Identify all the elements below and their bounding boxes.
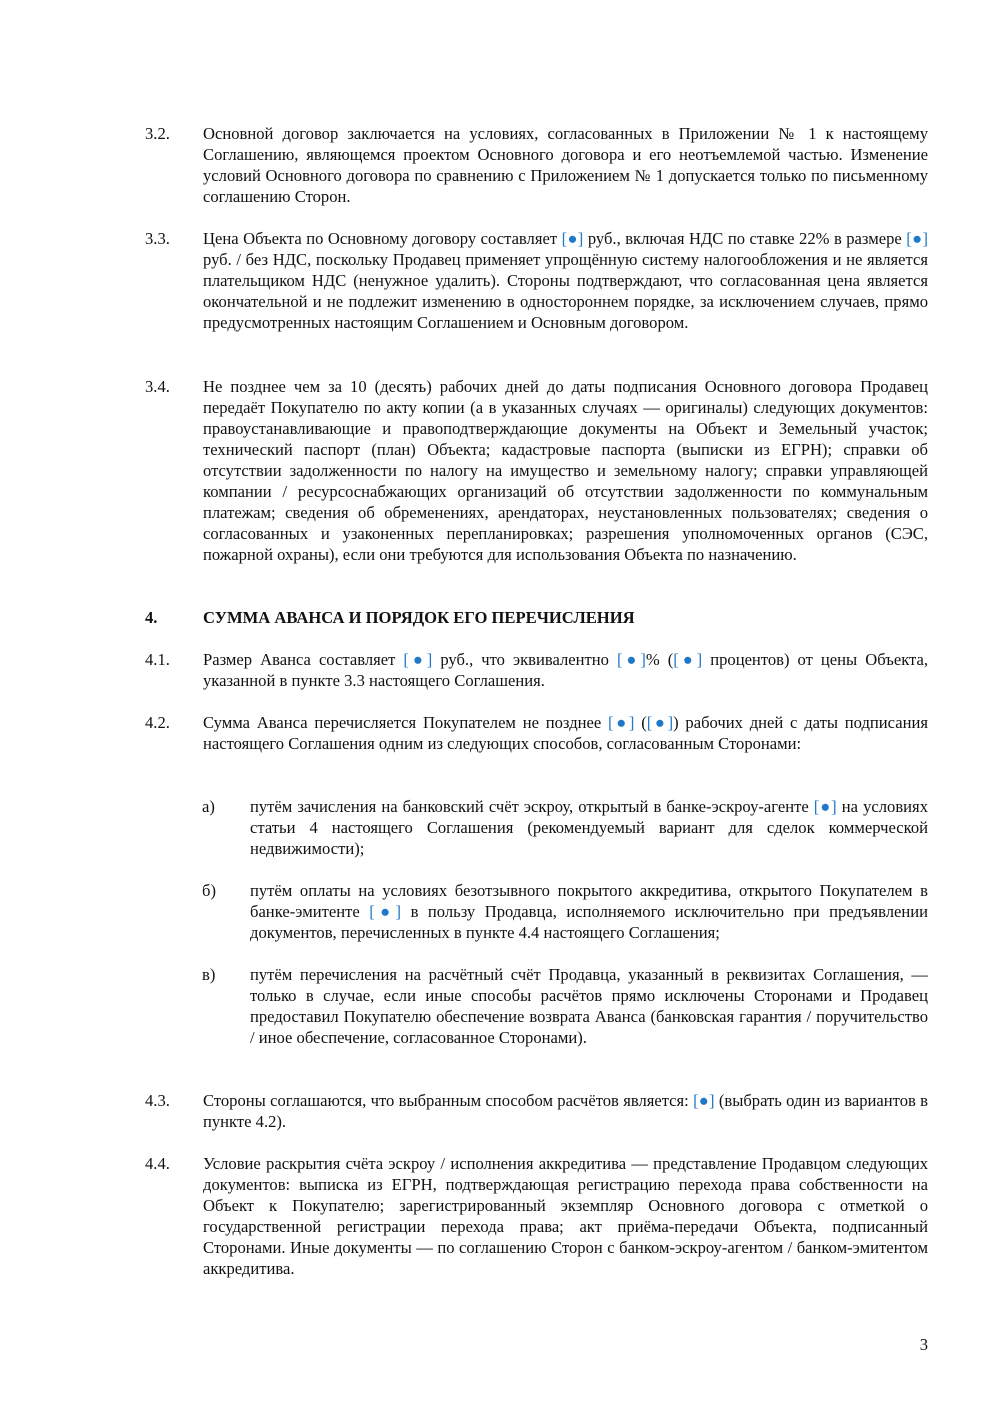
section-title: СУММА АВАНСА И ПОРЯДОК ЕГО ПЕРЕЧИСЛЕНИЯ — [203, 608, 635, 627]
placeholder-field: [●] — [403, 650, 433, 669]
clause-number: 4.3. — [145, 1091, 170, 1110]
placeholder-field: [●] — [693, 1091, 715, 1110]
placeholder-field: [●] — [561, 229, 584, 248]
placeholder-field: [●] — [646, 713, 674, 732]
clause-number: 3.4. — [145, 377, 170, 396]
clause-text: Цена Объекта по Основному договору составляет [●] руб., включая НДС по ставке 22% в размере [●] руб. / без НДС, поскольку Продавец применяет упрощённую систему налогообложения и не является плательщиком НДС (ненужное удалить). Стороны подтверждают, что согласованная цена является окончательной и не подлежит изменению в одностороннем порядке, за исключением случаев, прямо предусмотренных настоящим Соглашением и Основным договором. — [203, 229, 929, 332]
subclause-letter: в) — [202, 965, 216, 984]
placeholder-field: [●] — [617, 650, 646, 669]
clause-text: Не позднее чем за 10 (десять) рабочих дней до даты подписания Основного договора Продавец передаёт Покупателю по акту копии (а в указанных случаях — оригиналы) следующих документов: правоустанавливающие и правоподтверждающие документы на Объект и Земельный участок; технический паспорт (план) Объекта; кадастровые паспорта (выписки из ЕГРН); справки об отсутствии задолженности по налогу на имущество и земельному налогу; справки управляющей компании / ресурсоснабжающих организаций об отсутствии задолженности по коммунальным платежам; сведения об обременениях, арендаторах, неустановленных пользователях; сведения о согласованных и узаконенных перепланировках; разрешения уполномоченных органов (СЭС, пожарной охраны), если они требуются для использования Объекта по назначению. — [203, 377, 928, 564]
clause-number: 4.1. — [145, 650, 170, 669]
clause-text: Основной договор заключается на условиях, согласованных в Приложении № 1 к настоящему Соглашению, являющемся проектом Основного договора и его неотъемлемой частью. Изменение условий Основного договора по сравнению с Приложением № 1 допускается только по письменному соглашению Сторон. — [203, 124, 928, 206]
clause-number: 4.4. — [145, 1154, 170, 1173]
subclause-text: путём перечисления на расчётный счёт Продавца, указанный в реквизитах Соглашения, — только в случае, если иные способы расчётов прямо исключены Сторонами и Продавец предоставил Покупателю обеспечение возврата Аванса (банковская гарантия / поручительство / иное обеспечение, согласованное Сторонами). — [250, 965, 928, 1047]
subclause-letter: а) — [202, 797, 215, 816]
placeholder-field: [●] — [608, 713, 635, 732]
placeholder-field: [●] — [906, 229, 929, 248]
placeholder-field: [●] — [813, 797, 837, 816]
clause-number: 4.2. — [145, 713, 170, 732]
subclause-text: путём оплаты на условиях безотзывного покрытого аккредитива, открытого Покупателем в банке-эмитенте [●] в пользу Продавца, исполняемого исключительно при предъявлении документов, перечисленных в пункте 4.4 настоящего Соглашения; — [250, 881, 928, 942]
clause-text: Условие раскрытия счёта эскроу / исполнения аккредитива — представление Продавцом следующих документов: выписка из ЕГРН, подтверждающая регистрацию перехода права собственности на Объект к Покупателю; зарегистрированный экземпляр Основного договора с отметкой о государственной регистрации перехода права; акт приёма-передачи Объекта, подписанный Сторонами. Иные документы — по соглашению Сторон с банком-эскроу-агентом / банком-эмитентом аккредитива. — [203, 1154, 928, 1278]
placeholder-field: [●] — [369, 902, 402, 921]
clause-text: Размер Аванса составляет [●] руб., что эквивалентно [●]% ([●] процентов) от цены Объекта, указанной в пункте 3.3 настоящего Соглашения. — [203, 650, 929, 690]
section-number: 4. — [145, 608, 158, 627]
placeholder-field: [●] — [673, 650, 703, 669]
page-number: 3 — [919, 1335, 928, 1354]
subclause-letter: б) — [202, 881, 216, 900]
clause-number: 3.3. — [145, 229, 170, 248]
subclause-text: путём зачисления на банковский счёт эскроу, открытый в банке-эскроу-агенте [●] на условиях статьи 4 настоящего Соглашения (рекомендуемый вариант для сделок коммерческой недвижимости); — [250, 797, 928, 858]
clause-text: Стороны соглашаются, что выбранным способом расчётов является: [●] (выбрать один из вариантов в пункте 4.2). — [203, 1091, 928, 1131]
clause-text: Сумма Аванса перечисляется Покупателем не позднее [●] ([●]) рабочих дней с даты подписания настоящего Соглашения одним из следующих способов, согласованным Сторонами: — [203, 713, 929, 753]
clause-number: 3.2. — [145, 124, 170, 143]
